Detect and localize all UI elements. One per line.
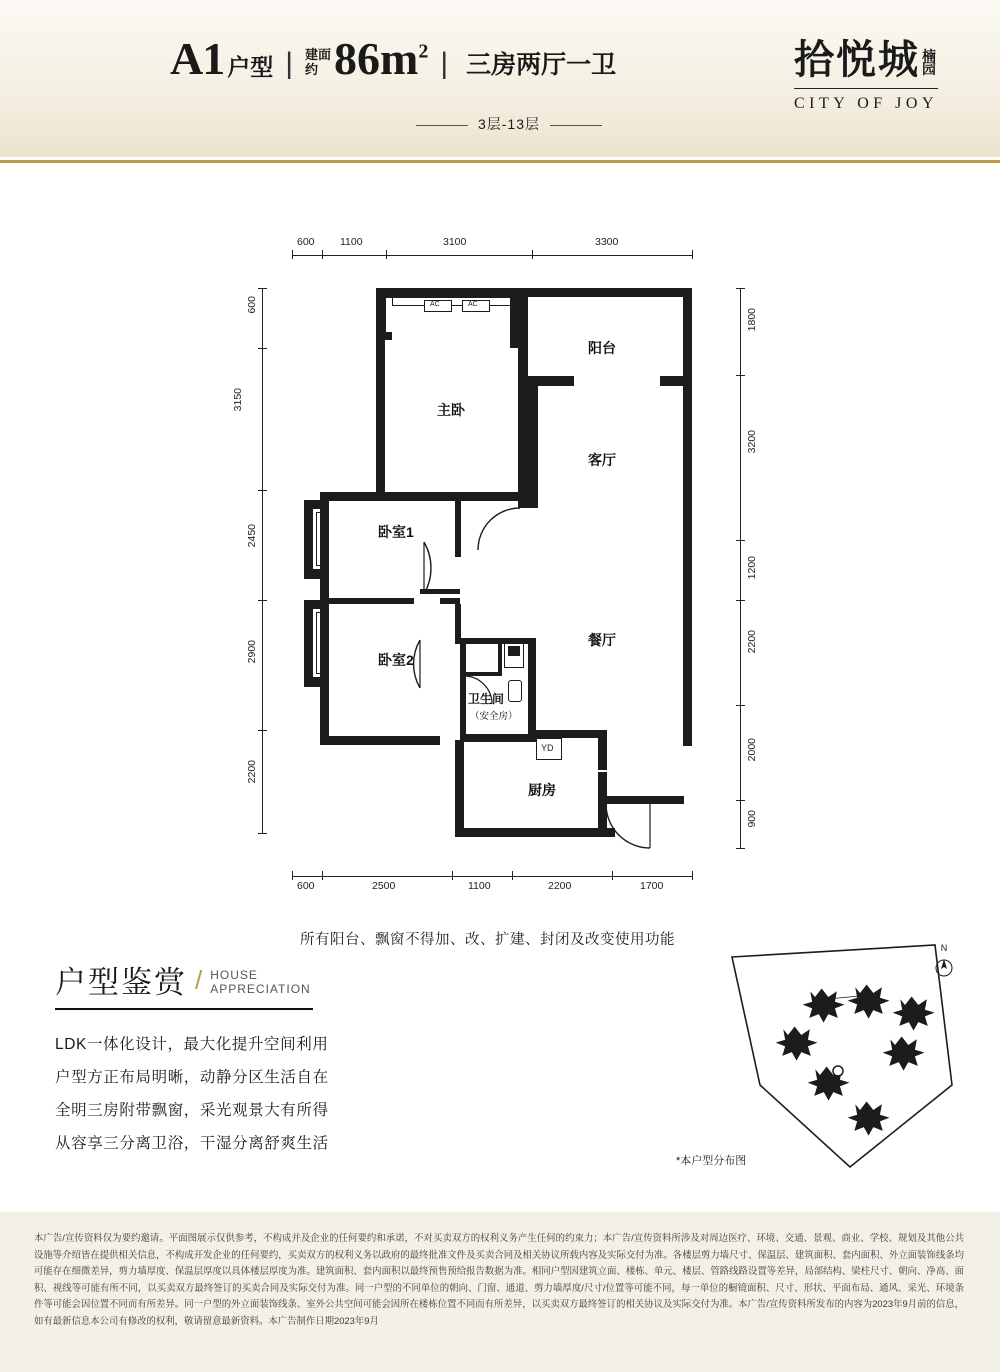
site-map-svg: [720, 935, 965, 1175]
room-label-bathroom: 卫生间: [468, 692, 505, 706]
appreciation-title-en: [210, 968, 310, 998]
appreciation-title: [55, 965, 475, 998]
header-title-group: [170, 33, 617, 84]
bottom-dim-2: 1100: [468, 880, 491, 892]
room-label-living-room: 客厅: [588, 452, 616, 468]
bottom-dim-4: 1700: [640, 880, 664, 892]
brand-logo-en: CITY OF JOY: [794, 88, 938, 113]
top-dim-1: 1100: [340, 236, 363, 248]
list-item: LDK一体化设计，最大化提升空间利用: [55, 1036, 329, 1053]
unit-code: A1: [170, 33, 225, 84]
yd-label: YD: [541, 743, 554, 753]
appreciation-list: [55, 1028, 475, 1160]
page-footer: [0, 1212, 1000, 1372]
bottom-dim-0: 600: [297, 880, 315, 892]
top-dim-0: 600: [297, 236, 315, 248]
room-label-master-bedroom: 主卧: [437, 402, 465, 418]
left-dim-2: 2450: [246, 524, 258, 548]
left-dim-1: 3150: [232, 388, 244, 412]
room-label-bedroom1: 卧室1: [378, 524, 414, 540]
appreciation-title-en-2: APPRECIATION: [210, 982, 311, 996]
right-dim-3: 2200: [746, 630, 758, 654]
area-prefix: [305, 47, 331, 82]
layout-type: 三房两厅一卫: [466, 51, 617, 79]
room-label-balcony: 阳台: [588, 340, 616, 356]
area-prefix-line1: 建面: [305, 47, 332, 62]
brand-logo: [793, 37, 938, 113]
floor-plan: [0, 160, 1000, 960]
area-value: $86m^2$: [334, 33, 429, 84]
page-header: [0, 0, 1000, 163]
ac-label-left: AC: [430, 301, 440, 308]
bottom-dim-1: 2500: [372, 880, 396, 892]
right-dim-1: 3200: [746, 430, 758, 454]
appreciation-title-cn: 户型鉴赏: [55, 965, 187, 1000]
right-dim-5: 900: [746, 810, 758, 828]
ac-label-right: AC: [468, 301, 478, 308]
right-dim-2: 1200: [746, 556, 758, 580]
list-item: 全明三房附带飘窗，采光观景大有所得: [55, 1102, 329, 1119]
appreciation-rule: [55, 1008, 313, 1010]
site-distribution-map: [720, 935, 965, 1175]
site-map-note: *本户型分布图: [676, 1155, 747, 1167]
left-dim-4: 2200: [246, 760, 258, 784]
left-dim-3: 2900: [246, 640, 258, 664]
room-label-kitchen: 厨房: [528, 782, 556, 798]
list-item: 从容享三分离卫浴，干湿分离舒爽生活: [55, 1135, 329, 1152]
floor-range: 3层-13层: [344, 114, 674, 134]
compass-icon: [935, 943, 953, 977]
unit-word: 户型: [227, 54, 274, 80]
brand-logo-small-bottom: 园: [921, 62, 938, 78]
door-swings: [0, 160, 1000, 960]
divider-2: |: [440, 47, 449, 80]
compass-label: N: [940, 943, 948, 953]
top-dim-3: 3300: [595, 236, 619, 248]
bottom-dim-3: 2200: [548, 880, 572, 892]
appreciation-slash: /: [195, 965, 203, 995]
brand-logo-small-top: 楠: [921, 49, 938, 65]
divider-1: |: [285, 47, 294, 80]
list-item: 户型方正布局明晰，动静分区生活自在: [55, 1069, 329, 1086]
disclaimer-text: 本广告/宣传资料仅为要约邀请。平面图展示仅供参考，不构成并及企业的任何要约和承诺，不对买卖双方的权利义务产生任何的约束力；本广告/宣传资料所涉及对周边医疗、环境、交通、景观、商业、学校、规划及其他公共设施等介绍皆在提供相关信息，不构成开发企业的任何要约，买卖双方的权利义务以政府的最终批准文件及买卖合同及相关协议所载内容及实际交付为准。各楼层剪力墙尺寸、保温层、建筑面积、套内面积、外立面装饰线条均可能存在细微差异，剪力墙厚度、保温层厚度以具体楼层厚度为准。建筑面积、套内面积以最终预售预给报告数据为准。相同户型因建筑立面、楼栋、单元、楼层、管路线路设置等差异，局部结构、梁柱尺寸、朝向、净高、面积、视线等可能有所不同，以买卖双方最终签订的买卖合同及实际交付为准。同一户型的不同单位的朝向、门窗、通道、剪力墙厚度/尺寸/位置等可能不同，每一单位的橱镜面积、尺寸、形状、平面布局、通风、采光、环境条件等可能会因位置不同而有所差异。同一户型的外立面装饰线条、室外公共空间可能会因所在楼栋位置不同而有所差异，以买卖双方最终签订的相关协议及实际交付为准。本广告/宣传资料所发布的内容为2023年9月前的信息，如有最新信息本公司有修改的权利，敬请留意最新资料。本广告制作日期2023年9月: [34, 1232, 964, 1326]
appreciation-title-en-1: HOUSE: [210, 968, 258, 982]
brand-logo-cn: 拾悦城 楠 园: [793, 37, 938, 82]
room-label-bedroom2: 卧室2: [378, 652, 414, 668]
area-prefix-line2: 约: [305, 62, 319, 77]
appreciation-section: [55, 965, 475, 1160]
room-label-safe-room: （安全房）: [470, 711, 518, 722]
room-label-dining-room: 餐厅: [588, 632, 616, 648]
top-dim-2: 3100: [443, 236, 467, 248]
right-dim-0: 1800: [746, 308, 758, 332]
left-dim-0: 600: [246, 296, 258, 314]
right-dim-4: 2000: [746, 738, 758, 762]
plan-note: 所有阳台、飘窗不得加、改、扩建、封闭及改变使用功能: [300, 932, 675, 948]
